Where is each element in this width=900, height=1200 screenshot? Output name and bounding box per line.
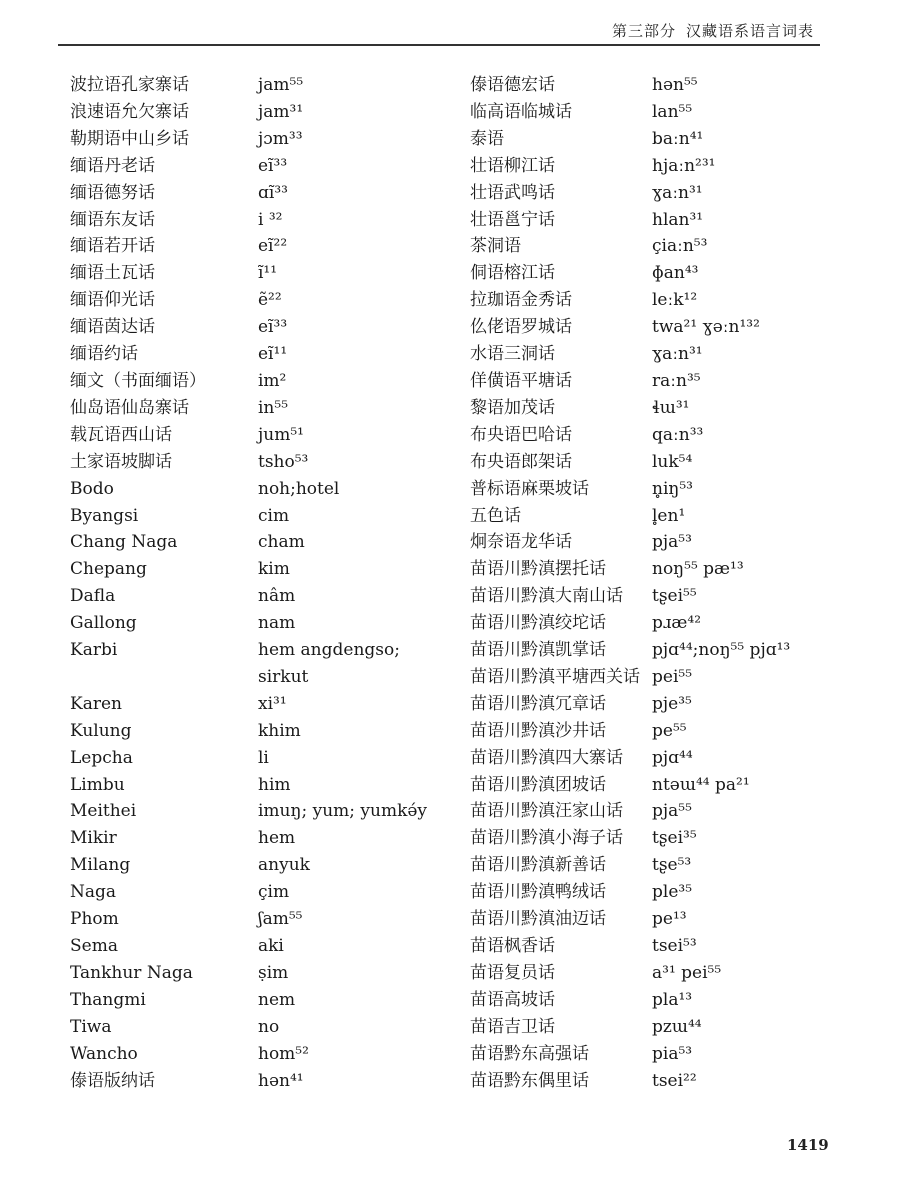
word-entry	[470, 314, 842, 341]
language-name: 缅语茵达话	[70, 317, 155, 338]
language-name: 苗语川黔滇汪家山话	[470, 801, 623, 822]
word-form: leːk¹²	[652, 290, 698, 311]
word-form: noŋ⁵⁵ pæ¹³	[652, 559, 744, 580]
word-entry	[470, 153, 842, 180]
language-name: Kulung	[70, 720, 132, 741]
language-name: 缅语土瓦话	[70, 263, 155, 284]
word-form: ɑĩ³³	[258, 182, 288, 203]
word-form: ṣim	[258, 962, 289, 983]
word-form: qaːn³³	[652, 424, 704, 445]
word-entry	[470, 664, 842, 691]
word-entry	[470, 852, 842, 879]
word-entry	[470, 126, 842, 153]
language-name: Thangmi	[70, 989, 146, 1010]
word-form: nâm	[258, 586, 296, 607]
language-name: Karbi	[70, 640, 118, 661]
word-entry	[70, 314, 448, 341]
word-form: khim	[258, 720, 301, 741]
language-name: 浪速语允欠寨话	[70, 101, 189, 122]
language-name: Naga	[70, 882, 117, 903]
word-entry	[70, 529, 448, 556]
word-form: pje³⁵	[652, 693, 692, 714]
word-entry	[470, 933, 842, 960]
word-entry	[470, 583, 842, 610]
language-name: Chepang	[70, 559, 147, 580]
word-entry	[470, 610, 842, 637]
word-entry	[470, 503, 842, 530]
language-name: 茶洞语	[470, 236, 521, 257]
language-name: 五色话	[470, 505, 521, 526]
language-name: 傣语德宏话	[470, 75, 555, 95]
word-form: ple³⁵	[652, 882, 693, 903]
language-name: Bodo	[70, 478, 114, 499]
word-form: li	[258, 747, 269, 768]
word-entry	[470, 72, 842, 99]
word-entry	[470, 1041, 842, 1068]
word-form: ʃam⁵⁵	[258, 909, 303, 930]
word-entry	[470, 422, 842, 449]
word-entry	[470, 476, 842, 503]
word-form: ɸan⁴³	[652, 263, 699, 284]
language-name: 缅文（书面缅语）	[70, 370, 206, 391]
language-name: 佯僙语平塘话	[470, 370, 572, 391]
word-entry	[70, 610, 448, 637]
word-form: raːn³⁵	[652, 370, 701, 391]
language-name: 苗语川黔滇凯掌话	[470, 640, 606, 661]
word-entry	[70, 126, 448, 153]
word-entry	[70, 503, 448, 530]
word-form: i ³²	[258, 209, 283, 230]
word-form: luk⁵⁴	[652, 451, 693, 472]
language-name: Milang	[70, 855, 131, 876]
word-entry	[70, 772, 448, 799]
word-form: pla¹³	[652, 989, 693, 1010]
word-entry	[70, 72, 448, 99]
word-form: him	[258, 774, 291, 795]
language-name: 临高语临城话	[470, 101, 572, 122]
word-form: eĩ¹¹	[258, 344, 288, 365]
header-rule	[58, 44, 820, 46]
word-entry	[470, 745, 842, 772]
word-entry	[470, 395, 842, 422]
language-name: Wancho	[70, 1043, 138, 1064]
word-form: ɣaːn³¹	[652, 344, 703, 365]
right-column	[470, 72, 842, 1094]
language-name: 苗语川黔滇绞坨话	[470, 613, 606, 634]
word-form: ɬɯ³¹	[652, 397, 690, 418]
word-entry	[470, 556, 842, 583]
language-name: 苗语吉卫话	[470, 1016, 555, 1037]
word-entry	[470, 825, 842, 852]
word-form: nam	[258, 613, 296, 634]
word-entry	[70, 233, 448, 260]
word-entry	[70, 153, 448, 180]
word-entry	[70, 260, 448, 287]
word-form: pei⁵⁵	[652, 666, 693, 687]
left-column	[70, 72, 448, 1094]
word-entry	[470, 987, 842, 1014]
language-name: 苗语川黔滇大南山话	[470, 586, 623, 607]
language-name: 拉珈语金秀话	[470, 290, 572, 311]
word-form: lan⁵⁵	[652, 101, 693, 122]
language-name: 苗语复员话	[470, 962, 555, 983]
language-name: 普标语麻栗坡话	[470, 478, 589, 499]
word-entry	[70, 852, 448, 879]
word-entry	[70, 1041, 448, 1068]
language-name: Meithei	[70, 801, 137, 822]
word-form: hən⁴¹	[258, 1070, 304, 1091]
word-entry	[70, 422, 448, 449]
language-name: 壮语武鸣话	[470, 182, 555, 203]
language-name: 苗语黔东高强话	[470, 1043, 589, 1064]
word-entry	[470, 449, 842, 476]
word-form: no	[258, 1016, 280, 1037]
word-form: tsei²²	[652, 1070, 697, 1091]
word-form: l̥en¹	[652, 505, 686, 526]
word-entry	[470, 906, 842, 933]
word-form: eĩ³³	[258, 317, 288, 338]
word-entry	[70, 368, 448, 395]
word-entry	[470, 233, 842, 260]
language-name: 缅语若开话	[70, 236, 155, 257]
language-name: 载瓦语西山话	[70, 424, 172, 445]
word-form: tʂei⁵⁵	[652, 586, 697, 607]
language-name: 傣语版纳话	[70, 1070, 155, 1091]
header-title: 汉藏语系语言词表	[685, 22, 814, 40]
word-form: tʂe⁵³	[652, 855, 692, 876]
language-name: 波拉语孔家寨话	[70, 75, 189, 95]
word-entry	[70, 556, 448, 583]
word-form: tsho⁵³	[258, 451, 309, 472]
word-form: n̥iŋ⁵³	[652, 478, 693, 499]
word-form: ɣaːn³¹	[652, 182, 703, 203]
word-entry	[470, 960, 842, 987]
word-form: hlan³¹	[652, 209, 704, 230]
language-name: 苗语枫香话	[470, 936, 555, 956]
word-entry	[470, 798, 842, 825]
word-form: pɹæ⁴²	[652, 613, 702, 634]
header-part: 第三部分	[611, 22, 676, 40]
word-form: twa²¹ ɣəːn¹³²	[652, 317, 760, 338]
language-name: 仫佬语罗城话	[470, 317, 572, 338]
word-form: in⁵⁵	[258, 397, 289, 418]
word-form: jam³¹	[258, 101, 304, 122]
language-name: 黎语加茂话	[470, 397, 555, 418]
word-entry	[70, 207, 448, 234]
language-name: 苗语川黔滇团坡话	[470, 774, 606, 795]
word-form: anyuk	[258, 855, 310, 876]
language-name: 壮语邕宁话	[470, 209, 555, 230]
language-name: 苗语川黔滇鸭绒话	[470, 882, 606, 903]
language-name: 苗语川黔滇平塘西关话	[470, 666, 640, 687]
language-name: 勒期语中山乡话	[70, 128, 189, 149]
language-name: 苗语川黔滇油迈话	[470, 909, 606, 930]
word-entry	[70, 718, 448, 745]
language-name: 布央语郎架话	[470, 451, 572, 472]
word-entry	[470, 772, 842, 799]
word-form: noh;hotel	[258, 478, 340, 499]
word-entry	[470, 99, 842, 126]
word-entry	[70, 987, 448, 1014]
word-form: çiaːn⁵³	[652, 236, 708, 257]
language-name: Mikir	[70, 828, 117, 849]
word-entry	[70, 825, 448, 852]
word-entry	[470, 1014, 842, 1041]
language-name: Chang Naga	[70, 532, 178, 553]
word-form: aki	[258, 936, 284, 956]
word-entry	[470, 287, 842, 314]
word-form: ĩ¹¹	[258, 263, 278, 284]
word-form: xi³¹	[258, 693, 287, 714]
language-name: 苗语川黔滇新善话	[470, 855, 606, 876]
word-entry	[70, 1068, 448, 1095]
word-form: pe⁵⁵	[652, 720, 687, 741]
word-entry	[70, 583, 448, 610]
word-entry	[70, 180, 448, 207]
word-form: a³¹ pei⁵⁵	[652, 962, 722, 983]
word-form: hom⁵²	[258, 1043, 309, 1064]
language-name: 仙岛语仙岛寨话	[70, 397, 189, 418]
language-name: 炯奈语龙华话	[470, 532, 572, 553]
language-name: Gallong	[70, 613, 137, 634]
word-form: hem	[258, 828, 296, 849]
word-entry	[70, 745, 448, 772]
word-form: tʂei³⁵	[652, 828, 697, 849]
word-form: pja⁵³	[652, 532, 692, 553]
word-entry	[470, 718, 842, 745]
word-entry	[470, 529, 842, 556]
word-form: jam⁵⁵	[258, 75, 304, 95]
language-name: 缅语仰光话	[70, 290, 155, 311]
language-name: 壮语柳江话	[470, 155, 555, 176]
running-header	[612, 20, 814, 41]
word-entry	[70, 449, 448, 476]
word-entry	[70, 879, 448, 906]
language-name: Tankhur Naga	[70, 962, 193, 983]
language-name: 苗语高坡话	[470, 989, 555, 1010]
word-entry	[470, 691, 842, 718]
word-form: pjɑ⁴⁴	[652, 747, 693, 768]
language-name: Sema	[70, 936, 118, 956]
word-entry	[70, 476, 448, 503]
word-form: ẽ²²	[258, 290, 282, 311]
word-entry	[470, 341, 842, 368]
word-form: jum⁵¹	[258, 424, 304, 445]
word-entry	[70, 933, 448, 960]
word-form: pzɯ⁴⁴	[652, 1016, 702, 1037]
word-form: pe¹³	[652, 909, 687, 930]
language-name: 苗语川黔滇沙井话	[470, 720, 606, 741]
language-name: 缅语东友话	[70, 209, 155, 230]
page-number: 1419	[787, 1136, 829, 1154]
word-form: kim	[258, 559, 290, 580]
word-form: hem angdengso; sirkut	[258, 640, 400, 687]
word-form: tsei⁵³	[652, 936, 697, 956]
word-entry	[70, 341, 448, 368]
word-entry	[470, 180, 842, 207]
word-entry	[70, 287, 448, 314]
word-entry	[70, 960, 448, 987]
language-name: Lepcha	[70, 747, 133, 768]
word-form: cim	[258, 505, 290, 526]
language-name: Limbu	[70, 774, 125, 795]
language-name: 苗语川黔滇摆托话	[470, 559, 606, 580]
word-entry	[70, 99, 448, 126]
word-form: pjɑ⁴⁴;noŋ⁵⁵ pjɑ¹³	[652, 640, 791, 661]
language-name: 布央语巴哈话	[470, 424, 572, 445]
language-name: 泰语	[470, 128, 504, 149]
language-name: 土家语坡脚话	[70, 451, 172, 472]
word-form: imuŋ; yum; yumkə́y	[258, 801, 428, 822]
language-name: 水语三洞话	[470, 344, 555, 365]
word-entry	[470, 879, 842, 906]
language-name: 缅语德努话	[70, 182, 155, 203]
word-entry	[70, 906, 448, 933]
word-entry	[70, 691, 448, 718]
language-name: Karen	[70, 693, 122, 714]
word-form: im²	[258, 370, 287, 391]
word-form: baːn⁴¹	[652, 128, 704, 149]
word-form: eĩ³³	[258, 155, 288, 176]
word-entry	[470, 260, 842, 287]
word-entry	[70, 395, 448, 422]
word-entry	[70, 798, 448, 825]
language-name: 苗语黔东偶里话	[470, 1070, 589, 1091]
language-name: 缅语约话	[70, 344, 138, 365]
word-entry	[70, 637, 448, 691]
word-form: ntəɯ⁴⁴ pa²¹	[652, 774, 750, 795]
language-name: Phom	[70, 909, 119, 930]
word-entry	[70, 1014, 448, 1041]
language-name: 侗语榕江话	[470, 263, 555, 284]
word-form: eĩ²²	[258, 236, 288, 257]
language-name: 苗语川黔滇小海子话	[470, 828, 623, 849]
language-name: Dafla	[70, 586, 116, 607]
word-form: jɔm³³	[258, 128, 303, 149]
word-entry	[470, 1068, 842, 1095]
word-form: hən⁵⁵	[652, 75, 698, 95]
language-name: 苗语川黔滇四大寨话	[470, 747, 623, 768]
word-entry	[470, 368, 842, 395]
word-entry	[470, 637, 842, 664]
word-form: pja⁵⁵	[652, 801, 692, 822]
word-form: çim	[258, 882, 290, 903]
language-name: Tiwa	[70, 1016, 112, 1037]
language-name: 缅语丹老话	[70, 155, 155, 176]
language-name: Byangsi	[70, 505, 139, 526]
word-form: pia⁵³	[652, 1043, 693, 1064]
word-form: nem	[258, 989, 296, 1010]
word-form: cham	[258, 532, 305, 553]
language-name: 苗语川黔滇冗章话	[470, 693, 606, 714]
word-entry	[470, 207, 842, 234]
word-form: hjaːn²³¹	[652, 155, 716, 176]
